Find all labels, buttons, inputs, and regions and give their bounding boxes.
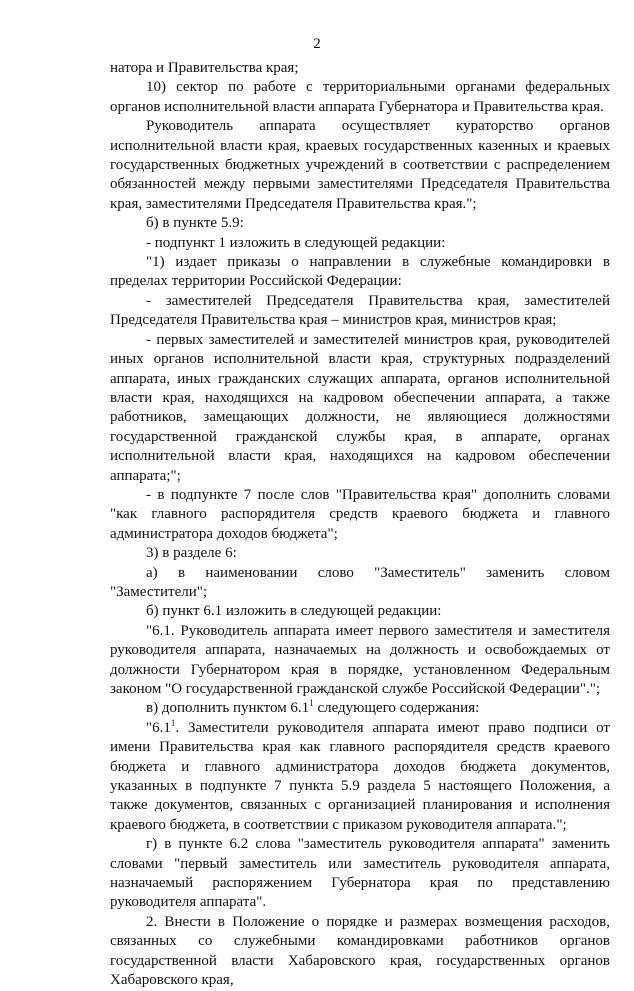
paragraph: [110, 699, 610, 718]
superscript: 1: [170, 717, 176, 728]
text-run: б) пункт 6.1 изложить в следующей редакции:: [146, 603, 442, 620]
paragraph: [110, 719, 610, 835]
text-run: - в подпункте 7 после слов "Правительства края" дополнить словами "как главного распорядителя средств краевого бюджета и главного администратора доходов бюджета";: [110, 486, 610, 542]
paragraph: [110, 234, 610, 253]
text-run: . Заместители руководителя аппарата имеют право подписи от имени Правительства края как главного распорядителя средств краевого бюджета и главного администратора доходов бюджета документов, указанных в подпункте 7 пункта 5.9 раздела 5 настоящего Положения, а также документов, связанных с организацией планирования и исполнения краевого бюджета, в соответствии с приказом руководителя аппарата.";: [110, 719, 610, 833]
text-run: б) в пункте 5.9:: [146, 215, 244, 232]
superscript: 1: [309, 698, 314, 709]
text-run: а) в наименовании слово "Заместитель" заменить словом "Заместители";: [110, 564, 610, 600]
paragraph: [110, 602, 610, 621]
paragraph: [110, 214, 610, 233]
text-run: - первых заместителей и заместителей министров края, руководителей иных органов исполнительной власти края, структурных подразделений аппарата, иных гражданских служащих аппарата, органов исполнительной власти края, находящихся на кадровом обеспечении аппарата, а также работников, замещающих должности, не являющиеся должностями государственной гражданской службы края, в аппарате, органах исполнительной власти края, находящихся на кадровом обеспечении аппарата;";: [110, 331, 610, 484]
paragraph: [110, 835, 610, 913]
text-run: 10) сектор по работе с территориальными органами федеральных органов исполнительной власти аппарата Губернатора и Правительства края.: [110, 79, 610, 115]
paragraph: [110, 564, 610, 603]
document-body: [110, 59, 610, 991]
text-run: "6.1: [146, 719, 171, 736]
text-run: в) дополнить пунктом 6.1: [146, 700, 310, 717]
paragraph: [110, 331, 610, 486]
text-run: - подпункт 1 изложить в следующей редакции:: [146, 234, 446, 251]
page-number: 2: [313, 36, 321, 52]
paragraph: [110, 253, 610, 292]
text-run: следующего содержания:: [313, 700, 480, 717]
paragraph: [110, 78, 610, 117]
paragraph: [110, 59, 610, 78]
paragraph: [110, 117, 610, 214]
text-run: Руководитель аппарата осуществляет кураторство органов исполнительной власти края, краевых государственных казенных и краевых государственных бюджетных учреждений в соответствии с распределением обязанностей между первыми заместителями Председателя Правительства края, заместителями Председателя Правительства края.";: [110, 118, 610, 212]
paragraph: [110, 486, 610, 544]
text-run: натора и Правительства края;: [110, 60, 299, 76]
paragraph: [110, 292, 610, 331]
text-run: "6.1. Руководитель аппарата имеет первого заместителя и заместителя руководителя аппарата, назначаемых на должность и освобождаемых от должности Губернатором края в порядке, установленном Федеральным законом "О государственной гражданской службе Российской Федерации".";: [110, 622, 610, 697]
paragraph: [110, 622, 610, 700]
text-run: - заместителей Председателя Правительства края, заместителей Председателя Правительства края – министров края, министров края;: [110, 292, 610, 329]
text-run: 3) в разделе 6:: [146, 545, 237, 562]
text-run: г) в пункте 6.2 слова "заместитель руководителя аппарата" заменить словами "первый заместитель или заместитель руководителя аппарата, назначаемый распоряжением Губернатора края по представлению руководителя аппарата".: [110, 836, 610, 911]
text-run: 2. Внести в Положение о порядке и размерах возмещения расходов, связанных со служебными командировками работников органов государственной власти Хабаровского края, государственных органов Хабаровского края,: [110, 913, 610, 989]
text-run: "1) издает приказы о направлении в служебные командировки в пределах территории Российской Федерации:: [110, 254, 610, 290]
paragraph: [110, 913, 610, 991]
paragraph: [110, 544, 610, 563]
